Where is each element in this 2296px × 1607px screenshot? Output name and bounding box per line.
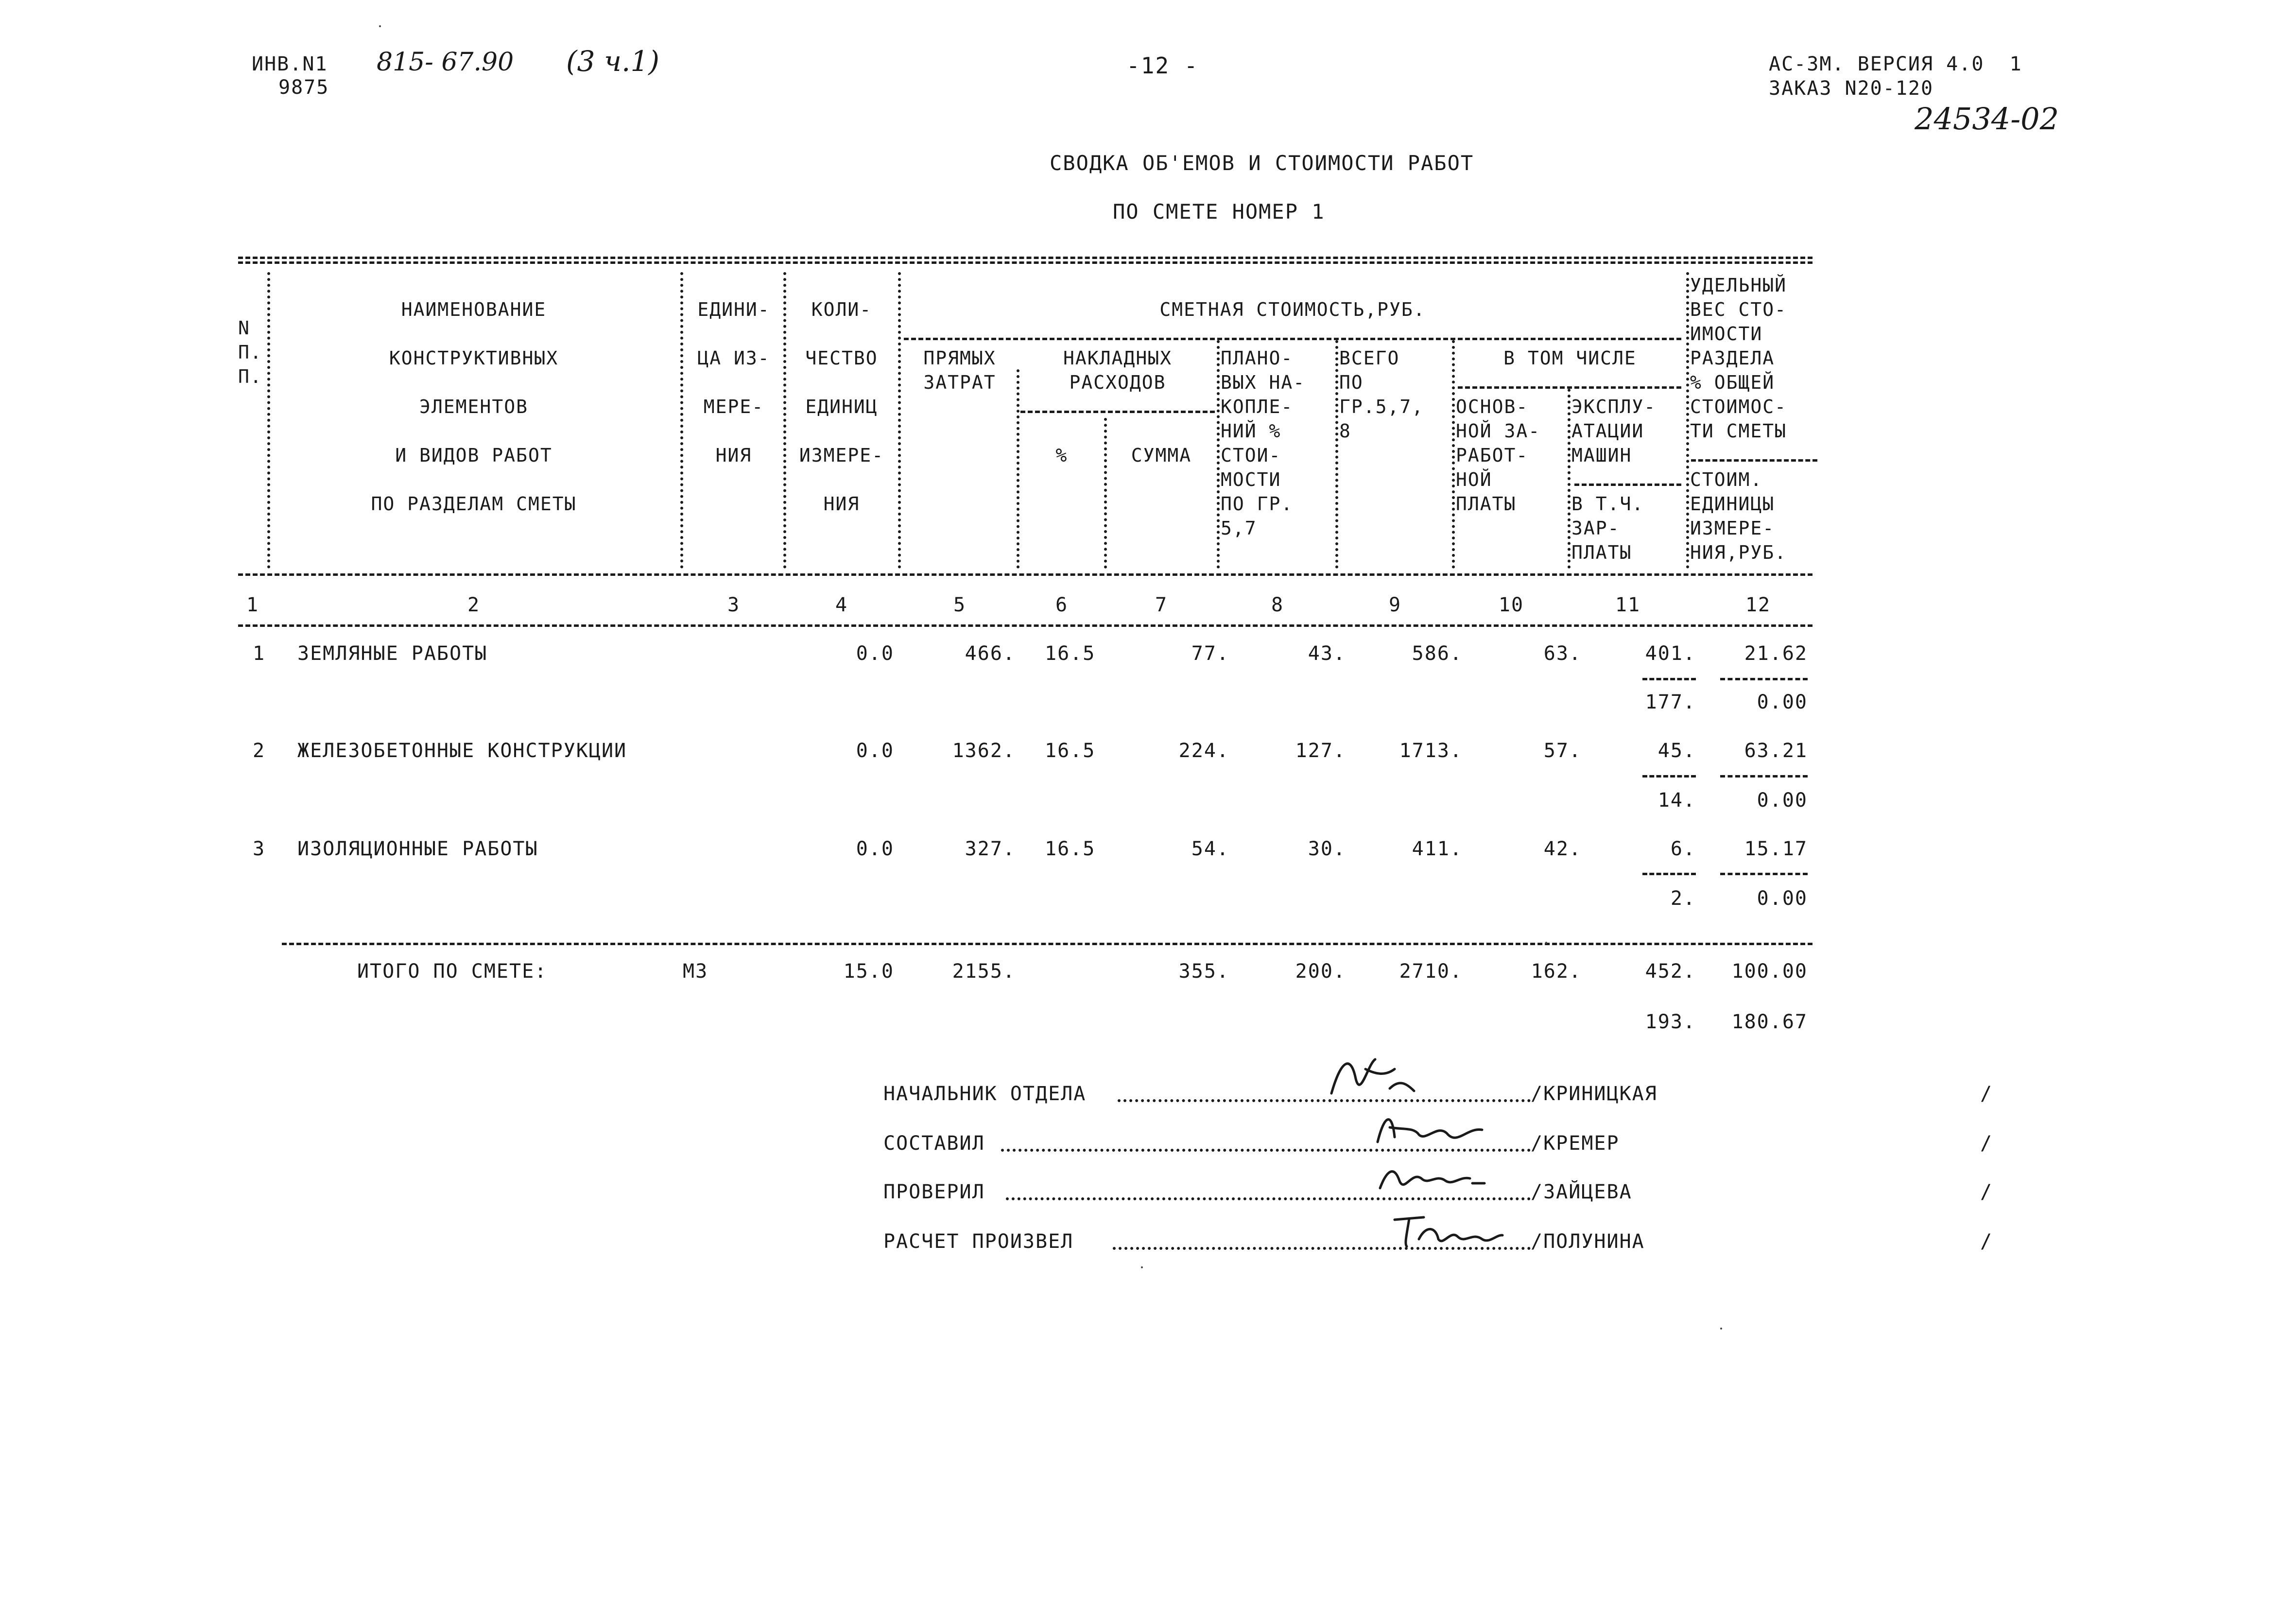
row-machines-wage: 177.: [1645, 691, 1696, 713]
row-direct: 327.: [965, 838, 1016, 860]
totals-label: ИТОГО ПО СМЕТЕ:: [357, 960, 548, 983]
scan-speck: [1720, 1328, 1722, 1330]
totals-direct: 2155.: [952, 960, 1016, 983]
row-share: 63.21: [1744, 740, 1808, 762]
document-subtitle: ПО СМЕТЕ НОМЕР 1: [1113, 200, 1325, 224]
handwritten-reference: 24534-02: [1915, 101, 2059, 137]
column-number: 10: [1498, 594, 1524, 616]
row-planned: 30.: [1308, 838, 1346, 860]
row-machines: 45.: [1657, 740, 1696, 762]
row-overhead-percent: 16.5: [1045, 740, 1096, 762]
document-title: СВОДКА ОБ'ЕМОВ И СТОИМОСТИ РАБОТ: [1050, 151, 1474, 175]
column-number: 6: [1055, 594, 1069, 616]
column-number: 8: [1271, 594, 1284, 616]
signature-role: РАСЧЕТ ПРОИЗВЕЛ: [883, 1230, 1074, 1253]
inventory-number: 9875: [278, 76, 329, 99]
header-unit-cost: СТОИМ. ЕДИНИЦЫ ИЗМЕРЕ- НИЯ,РУБ.: [1690, 469, 1787, 563]
column-separator: [1017, 369, 1019, 569]
header-including: В ТОМ ЧИСЛЕ: [1503, 347, 1637, 369]
column-separator: [1452, 340, 1455, 569]
header-direct-costs: ПРЯМЫХ ЗАТРАТ: [923, 347, 996, 393]
row-machines: 401.: [1645, 642, 1696, 665]
header-share: УДЕЛЬНЫЙ ВЕС СТО- ИМОСТИ РАЗДЕЛА % ОБЩЕЙ СТОИМОС- ТИ СМЕТЫ: [1690, 275, 1787, 442]
column-separator: [1335, 340, 1338, 569]
row-number: 2: [253, 740, 266, 762]
row-number: 3: [253, 838, 266, 860]
row-underline: [1720, 873, 1808, 875]
row-machines-wage: 14.: [1657, 789, 1696, 812]
signature-mark: /: [1980, 1230, 1993, 1253]
signature-role: ПРОВЕРИЛ: [883, 1181, 985, 1203]
signature-role: СОСТАВИЛ: [883, 1132, 985, 1155]
signature-name: /ПОЛУНИНА: [1531, 1230, 1645, 1253]
totals-wage: 162.: [1531, 960, 1582, 983]
totals-overhead-sum: 355.: [1178, 960, 1229, 983]
incl-subrule: [1458, 386, 1681, 389]
row-wage: 42.: [1543, 838, 1582, 860]
totals-share: 100.00: [1731, 960, 1808, 983]
signature-name: /КРЕМЕР: [1531, 1132, 1620, 1155]
handwritten-signature: [1390, 1205, 1506, 1254]
header-planned: ПЛАНО- ВЫХ НА- КОПЛЕ- НИЙ % СТОИ- МОСТИ ПО ГР. 5,7: [1221, 347, 1306, 539]
overhead-subrule: [1020, 411, 1215, 413]
machines-subrule: [1574, 484, 1681, 486]
row-machines-wage: 2.: [1670, 887, 1696, 910]
totals-planned: 200.: [1295, 960, 1346, 983]
header-row-number: N П. П.: [238, 317, 262, 387]
column-separator: [680, 272, 683, 569]
row-underline: [1642, 775, 1696, 778]
header-overhead-sum: СУММА: [1131, 445, 1192, 466]
column-number: 4: [835, 594, 848, 616]
header-total: ВСЕГО ПО ГР.5,7, 8: [1339, 347, 1424, 442]
column-separator: [267, 272, 270, 569]
row-total: 1713.: [1399, 740, 1463, 762]
row-direct: 466.: [965, 642, 1016, 665]
handwritten-code: 815- 67.90: [377, 48, 514, 77]
row-share: 15.17: [1744, 838, 1808, 860]
row-machines: 6.: [1670, 838, 1696, 860]
signature-name: /ЗАЙЦЕВА: [1531, 1181, 1632, 1203]
row-share: 21.62: [1744, 642, 1808, 665]
totals-rule: [282, 943, 1813, 945]
row-quantity: 0.0: [856, 740, 894, 762]
column-separator: [1686, 272, 1689, 569]
row-overhead-percent: 16.5: [1045, 642, 1096, 665]
row-unit-cost: 0.00: [1757, 789, 1808, 812]
row-unit-cost: 0.00: [1757, 691, 1808, 713]
table-top-rule-2: [238, 261, 1813, 264]
header-overhead-percent: %: [1055, 445, 1068, 466]
table-top-rule: [238, 257, 1813, 259]
column-separator: [783, 272, 786, 569]
row-number: 1: [253, 642, 266, 665]
scan-speck: [1141, 1266, 1143, 1268]
row-underline: [1720, 678, 1808, 680]
column-number: 2: [467, 594, 481, 616]
handwritten-signature: [1375, 1159, 1487, 1198]
row-direct: 1362.: [952, 740, 1016, 762]
estimate-subrule: [904, 338, 1681, 340]
row-name: ЖЕЛЕЗОБЕТОННЫЕ КОНСТРУКЦИИ: [297, 740, 627, 762]
scan-speck: [1545, 942, 1547, 944]
totals-unit: М3: [683, 960, 708, 983]
scan-speck: [379, 25, 381, 27]
row-planned: 43.: [1308, 642, 1346, 665]
handwritten-signature: [1370, 1108, 1487, 1152]
header-bottom-rule: [238, 573, 1813, 576]
header-quantity: КОЛИ- ЧЕСТВО ЕДИНИЦ ИЗМЕРЕ- НИЯ: [799, 299, 884, 515]
totals-machines: 452.: [1645, 960, 1696, 983]
header-machines: ЭКСПЛУ- АТАЦИИ МАШИН: [1571, 396, 1657, 466]
header-basic-wage: ОСНОВ- НОЙ ЗА- РАБОТ- НОЙ ПЛАТЫ: [1456, 396, 1541, 515]
column-separator: [898, 272, 901, 569]
signature-name: /КРИНИЦКАЯ: [1531, 1083, 1657, 1105]
row-underline: [1642, 873, 1696, 875]
totals-machines-wage: 193.: [1645, 1011, 1696, 1033]
share-subrule: [1691, 459, 1817, 462]
column-separator: [1104, 418, 1107, 569]
totals-unit-cost: 180.67: [1731, 1011, 1808, 1033]
header-unit: ЕДИНИ- ЦА ИЗ- МЕРЕ- НИЯ: [697, 299, 770, 466]
software-version: АС-3М. ВЕРСИЯ 4.0 1: [1769, 53, 2022, 75]
row-planned: 127.: [1295, 740, 1346, 762]
totals-total: 2710.: [1399, 960, 1463, 983]
column-number: 11: [1615, 594, 1641, 616]
row-overhead-percent: 16.5: [1045, 838, 1096, 860]
row-overhead-sum: 77.: [1191, 642, 1229, 665]
order-number: ЗАКАЗ N20-120: [1769, 77, 1934, 100]
column-number: 5: [953, 594, 967, 616]
row-underline: [1642, 678, 1696, 680]
column-number: 9: [1388, 594, 1402, 616]
signature-mark: /: [1980, 1132, 1993, 1155]
row-quantity: 0.0: [856, 642, 894, 665]
header-name: НАИМЕНОВАНИЕ КОНСТРУКТИВНЫХ ЭЛЕМЕНТОВ И ВИДОВ РАБОТ ПО РАЗДЕЛАМ СМЕТЫ: [371, 299, 577, 515]
row-name: ИЗОЛЯЦИОННЫЕ РАБОТЫ: [297, 838, 538, 860]
page-number: -12 -: [1126, 52, 1199, 79]
column-number: 1: [246, 594, 259, 616]
row-overhead-sum: 224.: [1178, 740, 1229, 762]
header-overhead: НАКЛАДНЫХ РАСХОДОВ: [1063, 347, 1172, 393]
row-total: 411.: [1412, 838, 1463, 860]
handwritten-part: (3 ч.1): [566, 45, 660, 78]
totals-quantity: 15.0: [843, 960, 894, 983]
handwritten-signature: [1322, 1050, 1419, 1103]
column-numbers-rule: [238, 624, 1813, 627]
row-unit-cost: 0.00: [1757, 887, 1808, 910]
row-total: 586.: [1412, 642, 1463, 665]
column-number: 12: [1745, 594, 1771, 616]
row-overhead-sum: 54.: [1191, 838, 1229, 860]
row-underline: [1720, 775, 1808, 778]
column-number: 7: [1155, 594, 1168, 616]
row-wage: 57.: [1543, 740, 1582, 762]
row-wage: 63.: [1543, 642, 1582, 665]
signature-mark: /: [1980, 1181, 1993, 1203]
column-separator: [1217, 340, 1220, 569]
inventory-label: ИНВ.N1: [252, 53, 328, 75]
signature-mark: /: [1980, 1083, 1993, 1105]
header-estimate: СМЕТНАЯ СТОИМОСТЬ,РУБ.: [1159, 299, 1426, 320]
column-number: 3: [727, 594, 741, 616]
row-quantity: 0.0: [856, 838, 894, 860]
column-separator: [1568, 389, 1571, 569]
row-name: ЗЕМЛЯНЫЕ РАБОТЫ: [297, 642, 488, 665]
signature-role: НАЧАЛЬНИК ОТДЕЛА: [883, 1083, 1087, 1105]
header-machines-wage: В Т.Ч. ЗАР- ПЛАТЫ: [1571, 493, 1644, 563]
